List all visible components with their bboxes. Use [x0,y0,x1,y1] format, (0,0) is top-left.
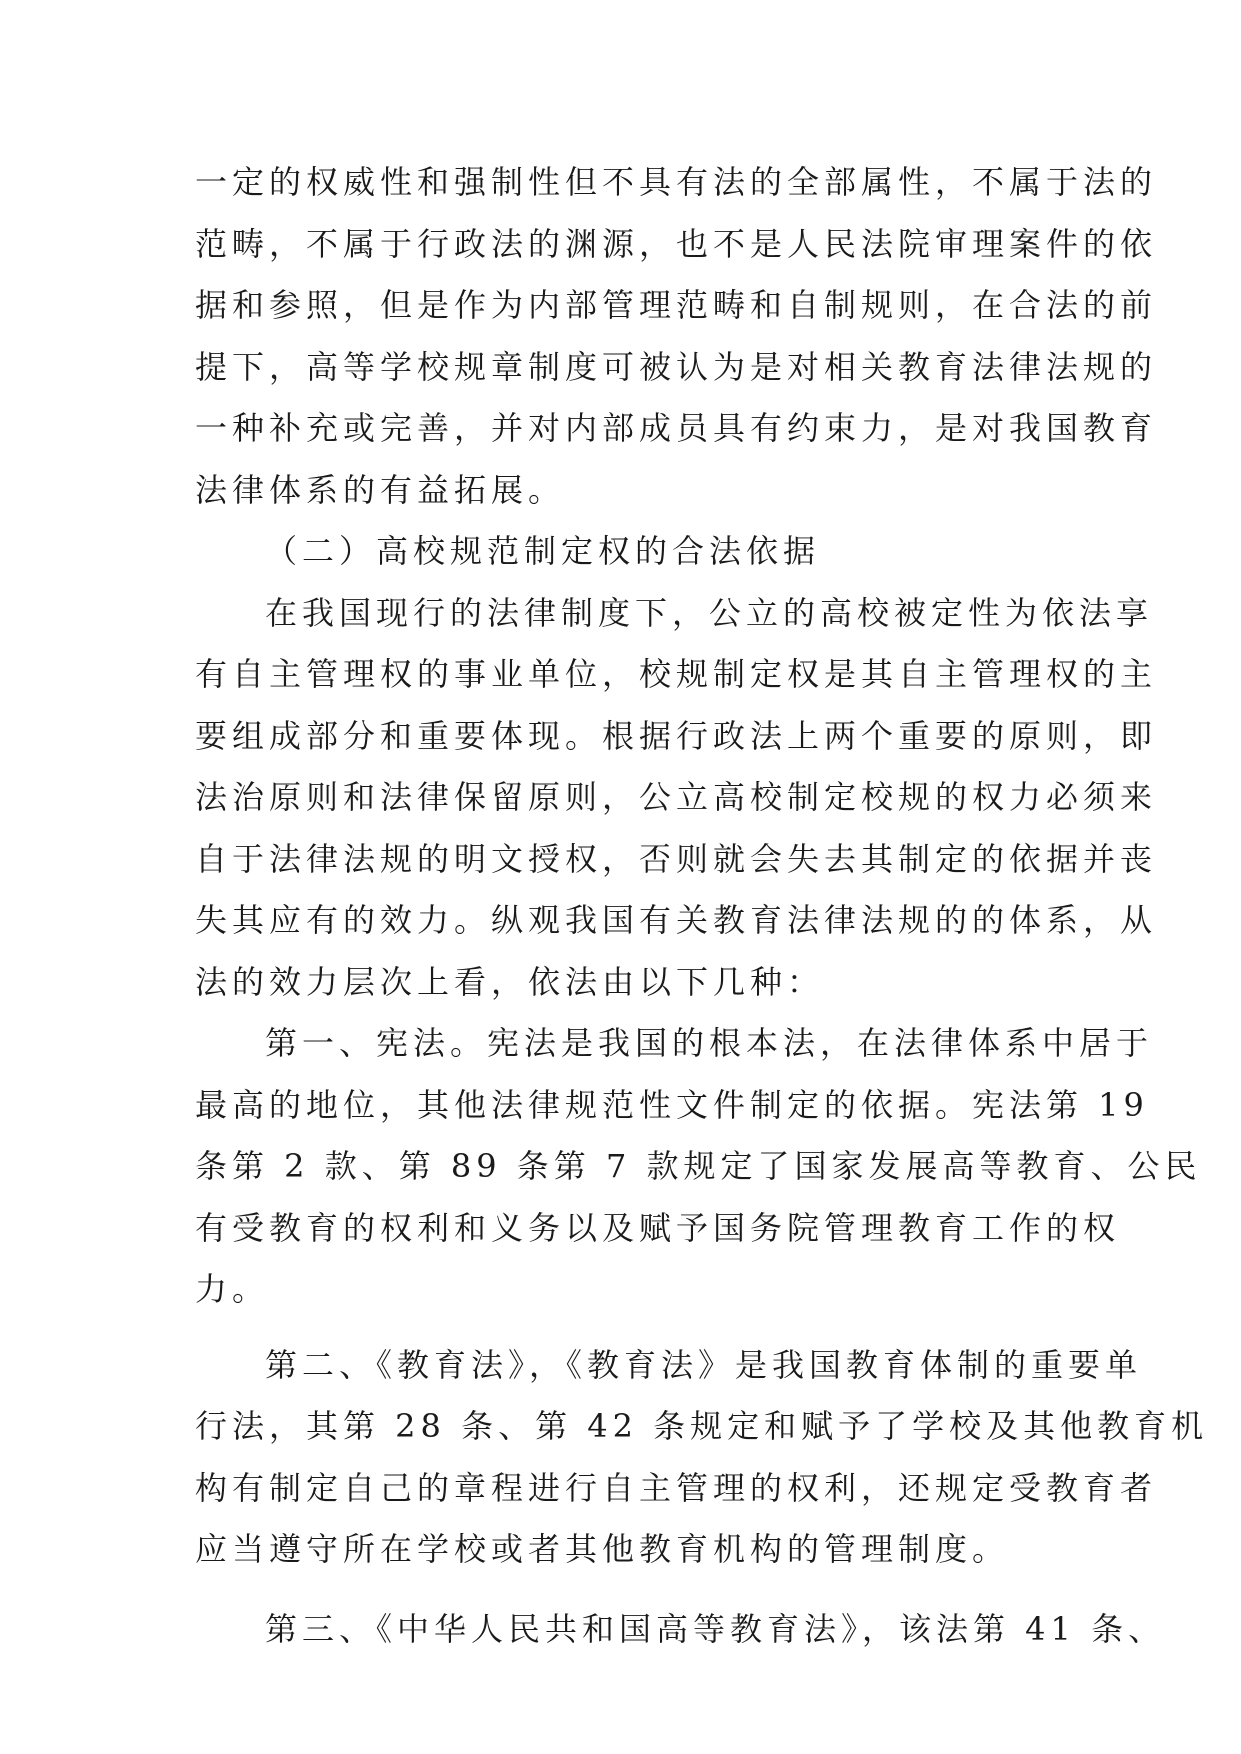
text-line: 失其应有的效力。纵观我国有关教育法律法规的的体系，从 [195,901,1158,939]
paragraph-spacing [195,1321,1050,1335]
paragraph-spacing [195,1581,1050,1599]
text-line: 要组成部分和重要体现。根据行政法上两个重要的原则，即 [195,716,1158,755]
text-line: 法律体系的有益拓展。 [195,470,566,509]
text-line: 法的效力层次上看，依法由以下几种： [195,962,825,1001]
section-heading-text: （二）高校规范制定权的合法依据 [265,532,821,570]
document-body [195,152,1209,1660]
text-line: 应当遵守所在学校或者其他教育机构的管理制度。 [195,1530,1010,1568]
paragraph-5 [195,1599,1166,1661]
text-line: 有受教育的权利和义务以及赋予国务院管理教育工作的权 [195,1208,1121,1247]
section-heading [195,521,1050,583]
paragraph-3 [195,1013,1202,1321]
paragraph-4 [195,1335,1209,1581]
text-line: 条第 2 款、第 89 条第 7 款规定了国家发展高等教育、公民 [195,1147,1202,1185]
text-line: 第一、宪法。宪法是我国的根本法，在法律体系中居于 [265,1024,1154,1062]
text-line: 提下，高等学校规章制度可被认为是对相关教育法律法规的 [195,347,1158,386]
text-line: 行法，其第 28 条、第 42 条规定和赋予了学校及其他教育机 [195,1407,1209,1445]
text-line: 第三、《中华人民共和国高等教育法》，该法第 41 条、 [265,1609,1166,1648]
text-line: 有自主管理权的事业单位，校规制定权是其自主管理权的主 [195,655,1158,693]
paragraph-1 [195,152,1158,521]
text-line: 一定的权威性和强制性但不具有法的全部属性，不属于法的 [195,163,1158,201]
text-line: 一种补充或完善，并对内部成员具有约束力，是对我国教育 [195,409,1158,447]
text-line: 第二、《教育法》，《教育法》是我国教育体制的重要单 [265,1345,1143,1384]
text-line: 最高的地位，其他法律规范性文件制定的依据。宪法第 19 [195,1085,1149,1124]
text-line: 据和参照，但是作为内部管理范畴和自制规则，在合法的前 [195,286,1158,324]
text-line: 力。 [195,1270,270,1308]
text-line: 自于法律法规的明文授权，否则就会失去其制定的依据并丧 [195,839,1158,878]
text-line: 范畴，不属于行政法的渊源，也不是人民法院审理案件的依 [195,224,1158,263]
text-line: 在我国现行的法律制度下，公立的高校被定性为依法享 [265,593,1154,632]
text-line: 法治原则和法律保留原则，公立高校制定校规的权力必须来 [195,778,1158,816]
text-line: 构有制定自己的章程进行自主管理的权利，还规定受教育者 [195,1468,1158,1507]
paragraph-2 [195,583,1158,1014]
